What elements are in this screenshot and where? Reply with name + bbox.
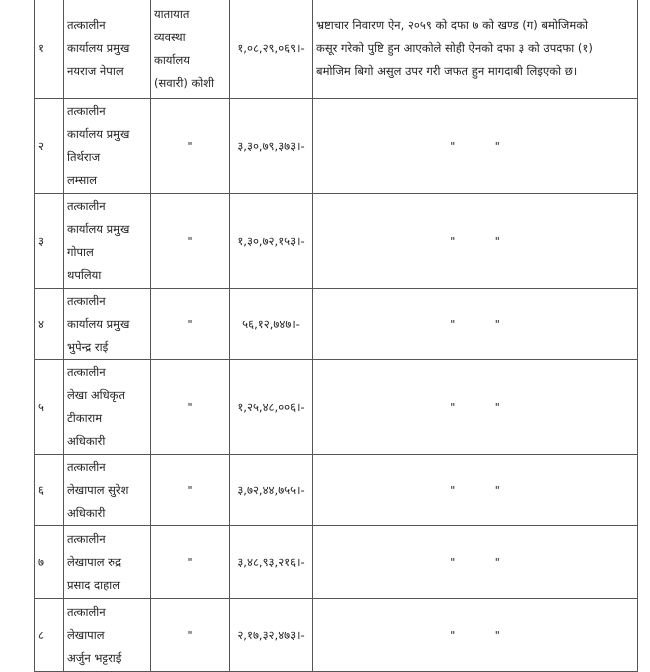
ditto-mark-pair: " " <box>450 483 500 497</box>
office-line: कार्यालय <box>154 52 190 67</box>
amount-cell <box>230 455 313 526</box>
office-cell <box>151 0 230 99</box>
official-name-cell <box>64 289 151 360</box>
remark-cell <box>313 599 638 672</box>
remark-line: भ्रष्टाचार निवारण ऐन, २०५९ को दफा ७ को खण्ड (ग) बमोजिमको <box>316 18 589 32</box>
amount-cell <box>230 526 313 599</box>
table-row <box>35 455 638 526</box>
official-name-line: भुपेन्द्र राई <box>67 339 109 354</box>
amount-value: १,२५,४८,००६।- <box>237 399 305 414</box>
ditto-mark: " <box>187 483 193 497</box>
official-name-line: थपलिया <box>67 268 102 282</box>
office-cell <box>151 360 230 455</box>
official-name-line: तिर्थराज <box>67 150 101 164</box>
office-cell <box>151 194 230 289</box>
amount-value: १,०८,२९,०६९।- <box>237 41 305 55</box>
remark-cell <box>313 526 638 599</box>
remark-cell <box>313 455 638 526</box>
official-name-line: लेखापाल सुरेश <box>67 482 129 497</box>
remark-cell <box>313 289 638 360</box>
official-name-cell <box>64 599 151 672</box>
ditto-mark-pair: " " <box>450 139 500 153</box>
office-cell <box>151 455 230 526</box>
office-cell <box>151 99 230 194</box>
official-name-line: तत्कालीन <box>67 365 106 379</box>
remark-cell <box>313 0 638 99</box>
amount-value: ३,४८,९३,२१६।- <box>237 554 305 569</box>
office-line: व्यवस्था <box>154 29 186 44</box>
case-table <box>34 0 638 672</box>
remark-line: बमोजिम बिगो असुल उपर गरी जफत हुन मागदाबी लिइएको छ। <box>316 64 578 78</box>
table-row <box>35 526 638 599</box>
official-name-line: तत्कालीन <box>67 199 106 213</box>
official-name-line: कार्यालय प्रमुख <box>67 222 130 236</box>
official-name-line: तत्कालीन <box>67 293 106 308</box>
amount-cell <box>230 360 313 455</box>
official-name-line: अधिकारी <box>67 434 106 448</box>
official-name-line: लम्साल <box>67 173 98 187</box>
serial-number-cell: ६ <box>35 455 64 526</box>
serial-number-cell: ३ <box>35 194 64 289</box>
ditto-mark-pair: " " <box>450 400 500 414</box>
serial-number-cell: ७ <box>35 526 64 599</box>
amount-value: २,१७,३२,४७३।- <box>237 627 305 642</box>
official-name-line: तत्कालीन <box>67 459 106 474</box>
table-row <box>35 289 638 360</box>
amount-cell <box>230 289 313 360</box>
amount-cell <box>230 599 313 672</box>
ditto-mark-pair: " " <box>450 317 500 331</box>
table-row <box>35 99 638 194</box>
official-name-cell <box>64 455 151 526</box>
official-name-line: अर्जुन भट्टराई <box>67 650 122 665</box>
official-name-line: नयराज नेपाल <box>67 64 124 78</box>
remark-cell <box>313 360 638 455</box>
office-cell <box>151 526 230 599</box>
official-name-line: कार्यालय प्रमुख <box>67 127 130 141</box>
serial-number-cell: ८ <box>35 599 64 672</box>
official-name-line: गोपाल <box>67 245 94 259</box>
table-row <box>35 360 638 455</box>
ditto-mark: " <box>187 555 193 569</box>
remark-cell <box>313 194 638 289</box>
ditto-mark: " <box>187 628 193 642</box>
serial-number-cell: ५ <box>35 360 64 455</box>
official-name-line: लेखा अधिकृत <box>67 388 126 402</box>
ditto-mark-pair: " " <box>450 234 500 248</box>
official-name-line: तत्कालीन <box>67 104 106 118</box>
amount-value: ३,३०,७९,३७३।- <box>237 138 305 153</box>
official-name-cell <box>64 526 151 599</box>
official-name-line: लेखापाल <box>67 627 105 642</box>
amount-value: १,३०,७२,१५३।- <box>237 233 305 248</box>
ditto-mark: " <box>187 400 193 414</box>
serial-number-cell: ४ <box>35 289 64 360</box>
serial-number-cell: १ <box>35 0 64 99</box>
official-name-line: अधिकारी <box>67 505 106 520</box>
official-name-line: कार्यालय प्रमुख <box>67 316 130 331</box>
official-name-cell <box>64 360 151 455</box>
ditto-mark: " <box>187 234 193 248</box>
remark-cell <box>313 99 638 194</box>
office-line: (सवारी) कोशी <box>154 75 215 90</box>
office-cell <box>151 599 230 672</box>
amount-value: ५६,१२,७४७।- <box>242 316 300 331</box>
serial-number-cell: २ <box>35 99 64 194</box>
amount-cell <box>230 194 313 289</box>
ditto-mark-pair: " " <box>450 555 500 569</box>
official-name-cell <box>64 0 151 99</box>
official-name-line: कार्यालय प्रमुख <box>67 41 130 55</box>
amount-cell <box>230 99 313 194</box>
official-name-line: तत्कालीन <box>67 18 106 32</box>
official-name-line: तत्कालीन <box>67 531 106 546</box>
official-name-line: तत्कालीन <box>67 604 106 619</box>
official-name-line: प्रसाद दाहाल <box>67 577 121 592</box>
ditto-mark: " <box>187 317 193 331</box>
amount-cell <box>230 0 313 99</box>
office-line: यातायात <box>154 6 190 21</box>
official-name-cell <box>64 194 151 289</box>
remark-line: कसूर गरेको पुष्टि हुन आएकोले सोही ऐनको दफा ३ को उपदफा (१) <box>316 41 593 55</box>
table-row <box>35 194 638 289</box>
official-name-cell <box>64 99 151 194</box>
table-row <box>35 0 638 99</box>
official-name-line: टीकाराम <box>67 411 103 425</box>
ditto-mark-pair: " " <box>450 628 500 642</box>
table-row <box>35 599 638 672</box>
ditto-mark: " <box>187 139 193 153</box>
official-name-line: लेखापाल रुद्र <box>67 554 122 569</box>
amount-value: ३,७२,४४,७५५।- <box>237 482 305 497</box>
office-cell <box>151 289 230 360</box>
